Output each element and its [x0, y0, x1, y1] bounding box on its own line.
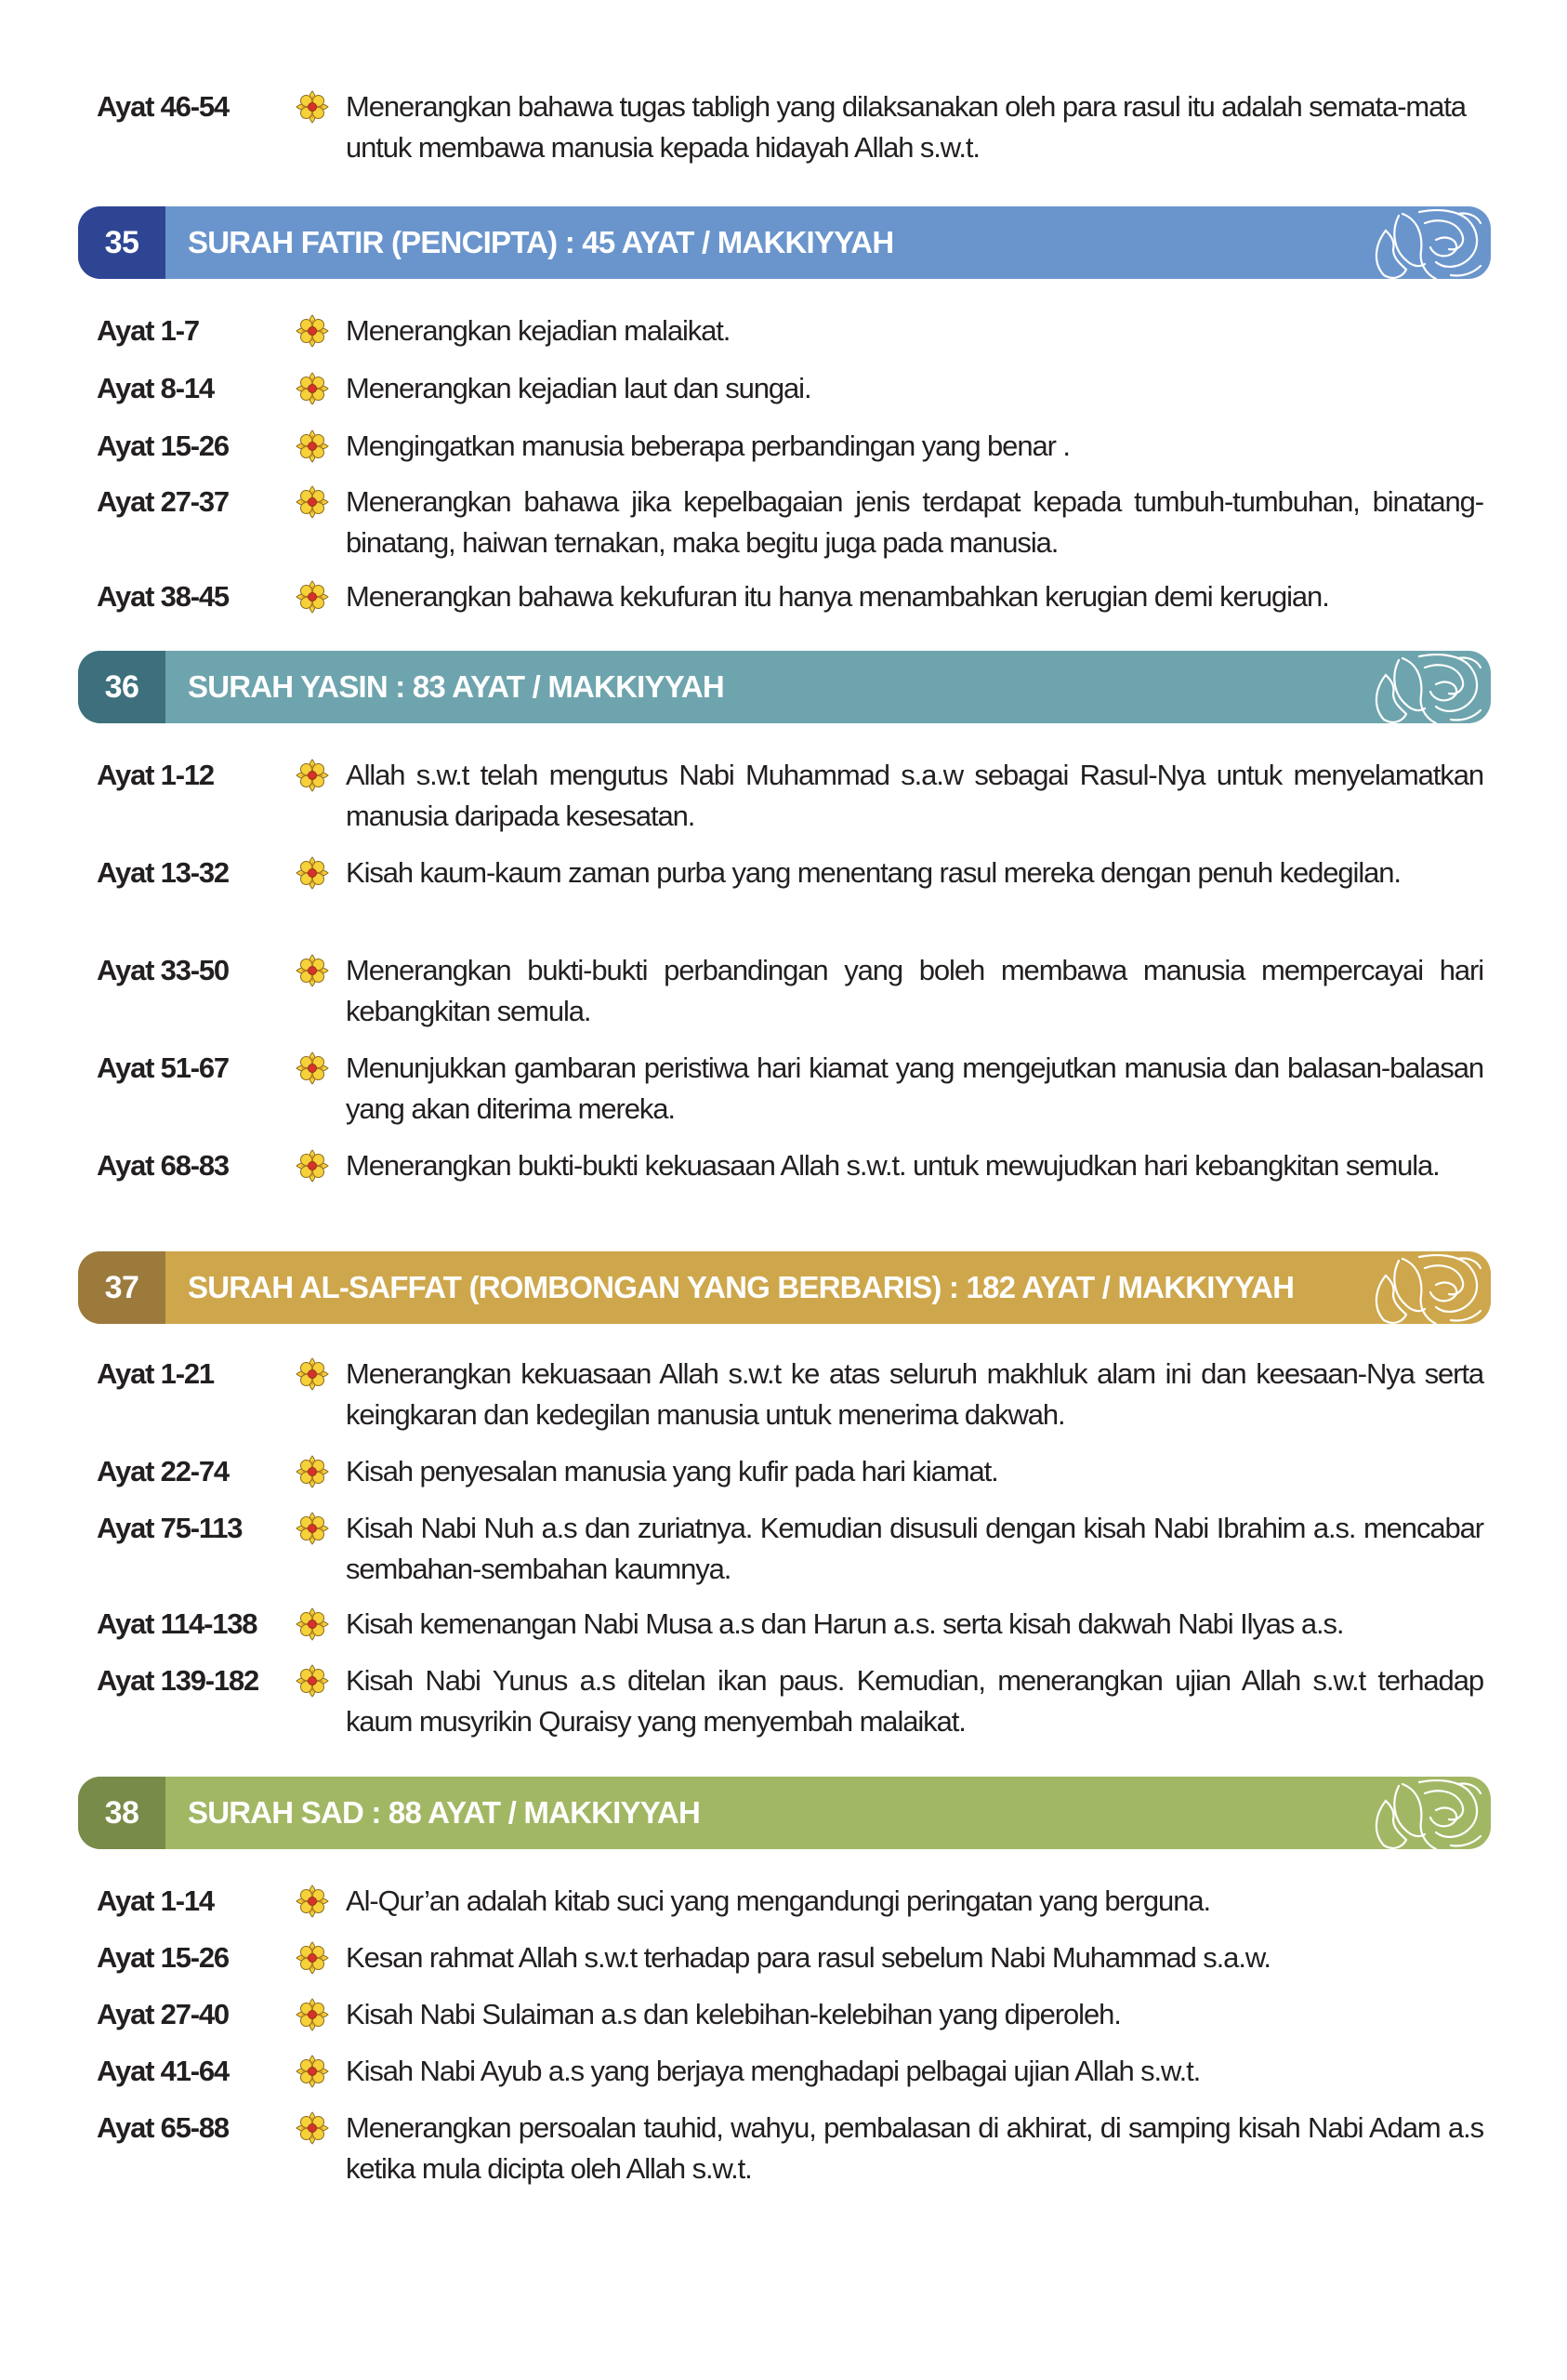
surah-number: 38: [78, 1777, 165, 1849]
floral-ornament-icon: [1365, 1777, 1491, 1849]
ayat-description: Menerangkan persoalan tauhid, wahyu, pembalasan di akhirat, di samping kisah Nabi Adam a.s ketika mula dicipta oleh Allah s.w.t.: [346, 2111, 1483, 2185]
ayat-description: Menerangkan kekuasaan Allah s.w.t ke atas seluruh makhluk alam ini dan keesaan-Nya serta keingkaran dan kedegilan manusia untuk menerima dakwah.: [346, 1357, 1483, 1431]
ayat-range-label: Ayat 38-45: [97, 580, 229, 613]
ayat-description: Kisah Nabi Ayub a.s yang berjaya menghadapi pelbagai ujian Allah s.w.t.: [346, 2055, 1201, 2087]
ayat-description: Menerangkan bahawa jika kepelbagaian jenis terdapat kepada tumbuh-tumbuhan, binatang-binatang, haiwan ternakan, maka begitu juga pada manusia.: [346, 485, 1483, 559]
ayat-range-label: Ayat 33-50: [97, 954, 229, 986]
flower-bullet-icon: [296, 90, 329, 124]
surah-header-35: [78, 206, 1491, 279]
floral-ornament-icon: [1365, 206, 1491, 279]
flower-bullet-icon: [296, 1884, 329, 1918]
ayat-range-label: Ayat 1-21: [97, 1357, 214, 1390]
ayat-range-label: Ayat 46-54: [97, 90, 229, 123]
ayat-range-label: Ayat 27-40: [97, 1998, 229, 2030]
flower-bullet-icon: [296, 430, 329, 463]
flower-bullet-icon: [296, 1998, 329, 2031]
flower-bullet-icon: [296, 2055, 329, 2088]
ayat-range-label: Ayat 1-7: [97, 314, 199, 347]
ayat-description: Kisah Nabi Yunus a.s ditelan ikan paus. Kemudian, menerangkan ujian Allah s.w.t terhadap kaum musyrikin Quraisy yang menyembah malaikat.: [346, 1664, 1483, 1738]
ayat-description: Al-Qur’an adalah kitab suci yang mengandungi peringatan yang berguna.: [346, 1884, 1210, 1917]
surah-title: SURAH SAD : 88 AYAT / MAKKIYYAH: [188, 1795, 700, 1830]
ayat-description: Menerangkan bahawa kekufuran itu hanya menambahkan kerugian demi kerugian.: [346, 580, 1329, 613]
ayat-range-label: Ayat 75-113: [97, 1512, 243, 1544]
ayat-range-label: Ayat 15-26: [97, 1941, 229, 1974]
ayat-description: Menerangkan bahawa tugas tabligh yang dilaksanakan oleh para rasul itu adalah semata-mata untuk membawa manusia kepada hidayah Allah s.w.t.: [346, 90, 1466, 164]
flower-bullet-icon: [296, 1607, 329, 1641]
ayat-range-label: Ayat 8-14: [97, 372, 214, 404]
ayat-description: Menerangkan kejadian malaikat.: [346, 314, 731, 347]
ayat-range-label: Ayat 1-12: [97, 759, 214, 791]
flower-bullet-icon: [296, 372, 329, 405]
ayat-range-label: Ayat 27-37: [97, 485, 229, 518]
surah-number: 37: [78, 1251, 165, 1324]
ayat-description: Kisah penyesalan manusia yang kufir pada hari kiamat.: [346, 1455, 998, 1488]
ayat-description: Kesan rahmat Allah s.w.t terhadap para rasul sebelum Nabi Muhammad s.a.w.: [346, 1941, 1271, 1974]
surah-number: 35: [78, 206, 165, 279]
ayat-description: Kisah Nabi Sulaiman a.s dan kelebihan-kelebihan yang diperoleh.: [346, 1998, 1121, 2030]
ayat-range-label: Ayat 41-64: [97, 2055, 229, 2087]
ayat-range-label: Ayat 15-26: [97, 430, 229, 462]
flower-bullet-icon: [296, 759, 329, 792]
flower-bullet-icon: [296, 1357, 329, 1391]
surah-title: SURAH YASIN : 83 AYAT / MAKKIYYAH: [188, 669, 724, 704]
floral-ornament-icon: [1365, 651, 1491, 723]
ayat-description: Kisah kemenangan Nabi Musa a.s dan Harun a.s. serta kisah dakwah Nabi Ilyas a.s.: [346, 1607, 1344, 1640]
ayat-description: Kisah Nabi Nuh a.s dan zuriatnya. Kemudian disusuli dengan kisah Nabi Ibrahim a.s. mencabar sembahan-sembahan kaumnya.: [346, 1512, 1483, 1585]
ayat-range-label: Ayat 22-74: [97, 1455, 229, 1488]
flower-bullet-icon: [296, 954, 329, 987]
ayat-range-label: Ayat 13-32: [97, 856, 229, 889]
ayat-description: Menunjukkan gambaran peristiwa hari kiamat yang mengejutkan manusia dan balasan-balasan yang akan diterima mereka.: [346, 1051, 1483, 1125]
surah-header-38: [78, 1777, 1491, 1849]
flower-bullet-icon: [296, 2111, 329, 2145]
ayat-range-label: Ayat 51-67: [97, 1051, 229, 1084]
flower-bullet-icon: [296, 1455, 329, 1488]
ayat-description: Menerangkan kejadian laut dan sungai.: [346, 372, 811, 404]
ayat-description: Allah s.w.t telah mengutus Nabi Muhammad s.a.w sebagai Rasul-Nya untuk menyelamatkan manusia daripada kesesatan.: [346, 759, 1483, 832]
flower-bullet-icon: [296, 580, 329, 614]
flower-bullet-icon: [296, 1512, 329, 1545]
ayat-range-label: Ayat 139-182: [97, 1664, 259, 1697]
ayat-range-label: Ayat 114-138: [97, 1607, 257, 1640]
floral-ornament-icon: [1365, 1251, 1491, 1324]
surah-header-36: [78, 651, 1491, 723]
surah-number: 36: [78, 651, 165, 723]
ayat-range-label: Ayat 65-88: [97, 2111, 229, 2144]
flower-bullet-icon: [296, 1664, 329, 1698]
ayat-range-label: Ayat 1-14: [97, 1884, 214, 1917]
flower-bullet-icon: [296, 1051, 329, 1085]
flower-bullet-icon: [296, 856, 329, 890]
surah-header-37: [78, 1251, 1491, 1324]
flower-bullet-icon: [296, 1941, 329, 1975]
flower-bullet-icon: [296, 1149, 329, 1183]
ayat-description: Menerangkan bukti-bukti kekuasaan Allah s.w.t. untuk mewujudkan hari kebangkitan semula.: [346, 1149, 1440, 1182]
flower-bullet-icon: [296, 314, 329, 348]
flower-bullet-icon: [296, 485, 329, 519]
ayat-description: Kisah kaum-kaum zaman purba yang menentang rasul mereka dengan penuh kedegilan.: [346, 856, 1401, 889]
ayat-range-label: Ayat 68-83: [97, 1149, 229, 1182]
ayat-description: Mengingatkan manusia beberapa perbandingan yang benar .: [346, 430, 1070, 462]
ayat-description: Menerangkan bukti-bukti perbandingan yang boleh membawa manusia mempercayai hari kebangkitan semula.: [346, 954, 1483, 1027]
surah-title: SURAH FATIR (PENCIPTA) : 45 AYAT / MAKKIYYAH: [188, 225, 894, 259]
surah-title: SURAH AL-SAFFAT (ROMBONGAN YANG BERBARIS) : 182 AYAT / MAKKIYYAH: [188, 1270, 1295, 1304]
